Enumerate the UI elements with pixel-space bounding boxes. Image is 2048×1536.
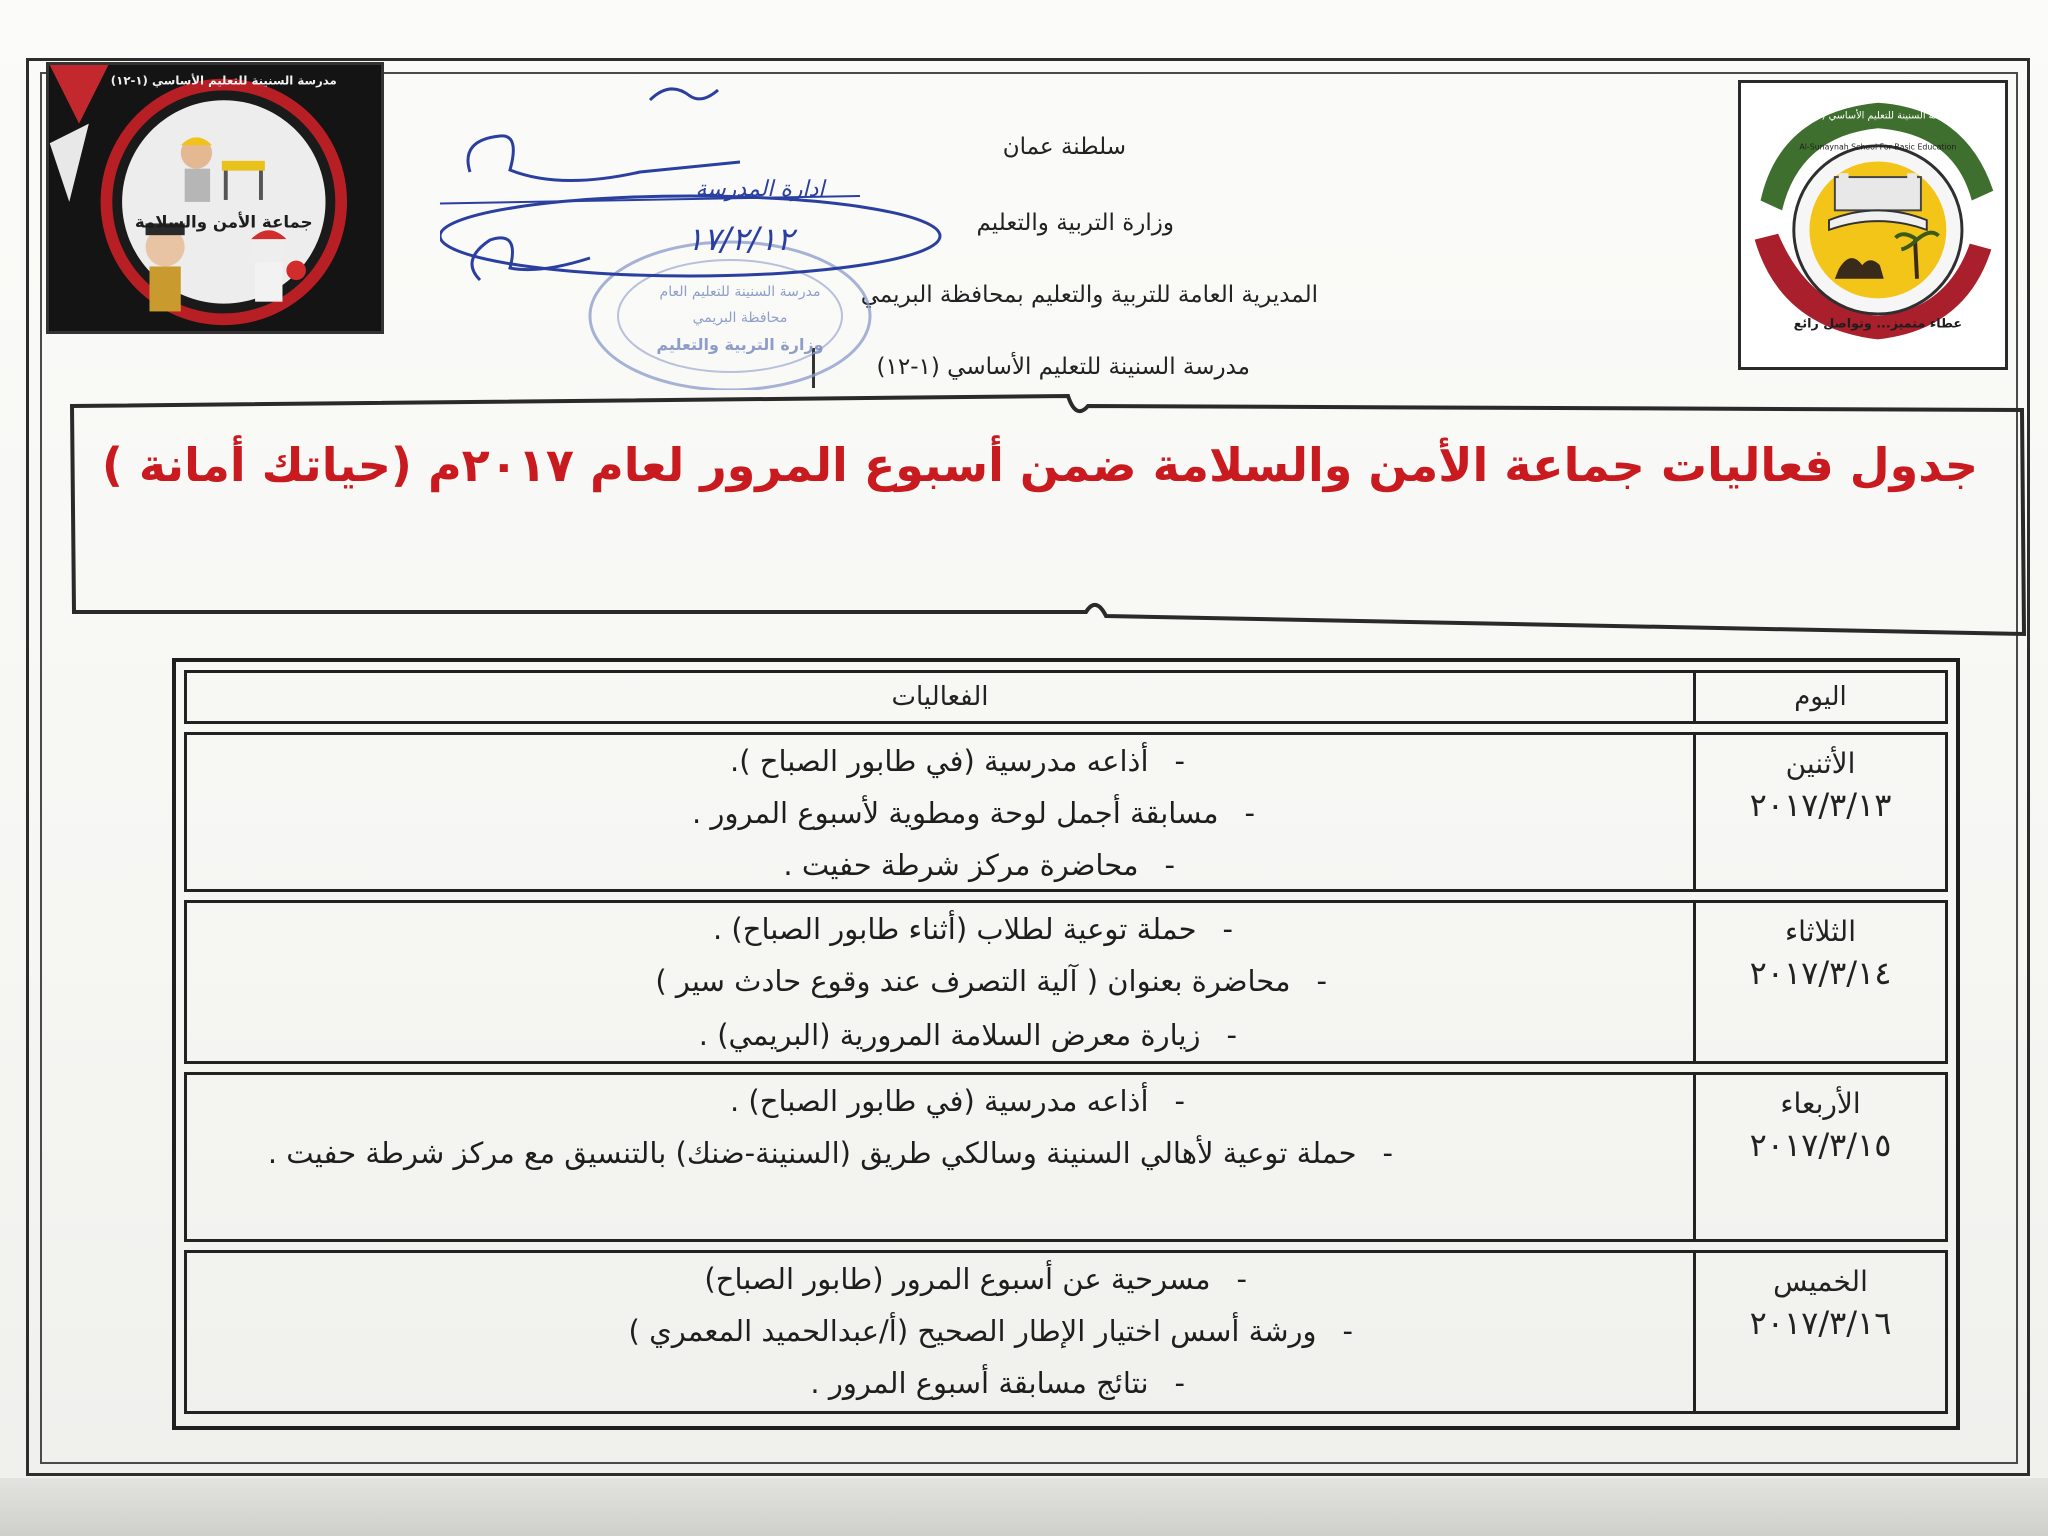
activities-cell [187,1253,1693,1411]
day-name: الثلاثاء [1785,915,1856,948]
school-emblem-motto: عطاء متميز... وتواصل رائع [1793,315,1963,331]
title-banner [66,390,2028,640]
activity-item: -محاضرة مركز شرطة حفيت . [783,848,1175,882]
stamp-line-1: مدرسة السنينة للتعليم العام [659,284,821,300]
day-cell [1693,735,1945,889]
table-header-row [184,670,1948,724]
activity-item: -محاضرة بعنوان ( آلية التصرف عند وقوع حادث سير ) [655,964,1327,998]
table-row [184,1072,1948,1242]
activity-item: -زيارة معرض السلامة المرورية (البريمي) . [698,1018,1237,1052]
school-emblem-name: مدرسة السنينة للتعليم الأساسي (١-١٢) [1798,110,1958,122]
country-name: سلطنة عمان [1002,134,1126,160]
handwritten-date: ١٧/٢/١٢ [686,220,794,258]
security-club-logo [46,62,384,334]
table-row [184,1250,1948,1414]
school-emblem-graphic [1741,83,2005,367]
activity-item: -حملة توعية لطلاب (أثناء طابور الصباح) . [712,912,1233,946]
security-club-logo-graphic [49,65,381,331]
stamp-line-3: وزارة التربية والتعليم [656,335,824,354]
activities-cell [187,903,1693,1061]
school-name-divider [812,348,815,388]
table-row [184,732,1948,892]
school-emblem-english: Al-Sunaynah School For Basic Education [1799,142,1957,152]
activity-item: -مسرحية عن أسبوع المرور (طابور الصباح) [704,1262,1247,1296]
day-name: الأثنين [1785,747,1856,780]
banner-outline [66,390,2028,640]
security-club-school-name: مدرسة السنينة للتعليم الأساسي (١-١٢) [110,73,337,88]
header-activities: الفعاليات [891,682,989,712]
day-name: الخميس [1773,1265,1868,1298]
handwritten-note: ادارة المدرسة [695,177,825,202]
day-name: الأربعاء [1780,1087,1861,1120]
school-emblem-logo [1738,80,2008,370]
page-title: جدول فعاليات جماعة الأمن والسلامة ضمن أسبوع المرور لعام ٢٠١٧م (حياتك أمانة ) [101,438,1978,492]
activities-cell [187,1075,1693,1239]
activity-item: -أذاعه مدرسية (في طابور الصباح ). [729,744,1185,778]
table-row [184,900,1948,1064]
activity-item: -مسابقة أجمل لوحة ومطوية لأسبوع المرور . [692,796,1255,830]
activities-cell [187,735,1693,889]
activity-item: -ورشة أسس اختيار الإطار الصحيح (أ/عبدالحميد المعمري ) [628,1314,1353,1348]
paper-shadow-edge [0,1478,2048,1536]
activity-item: -أذاعه مدرسية (في طابور الصباح) . [729,1084,1185,1118]
stamp-line-2: محافظة البريمي [692,310,788,326]
directorate-name: المديرية العامة للتربية والتعليم بمحافظة البريمي [860,282,1318,308]
school-name: مدرسة السنينة للتعليم الأساسي (١-١٢) [876,354,1250,380]
schedule-table [172,658,1960,1430]
day-date: ٢٠١٧/٣/١٤ [1749,954,1892,992]
activity-item: -حملة توعية لأهالي السنينة وسالكي طريق (السنينة-ضنك) بالتنسيق مع مركز شرطة حفيت . [267,1136,1393,1170]
activity-item: -نتائج مسابقة أسبوع المرور . [810,1366,1185,1400]
ministry-name: وزارة التربية والتعليم [976,210,1174,236]
day-date: ٢٠١٧/٣/١٣ [1749,786,1892,824]
day-date: ٢٠١٧/٣/١٥ [1749,1126,1892,1164]
security-club-caption: جماعة الأمن والسلامة [134,212,313,232]
day-cell [1693,1075,1945,1239]
day-cell [1693,1253,1945,1411]
day-date: ٢٠١٧/٣/١٦ [1749,1304,1892,1342]
day-cell [1693,903,1945,1061]
header-day: اليوم [1693,673,1945,721]
